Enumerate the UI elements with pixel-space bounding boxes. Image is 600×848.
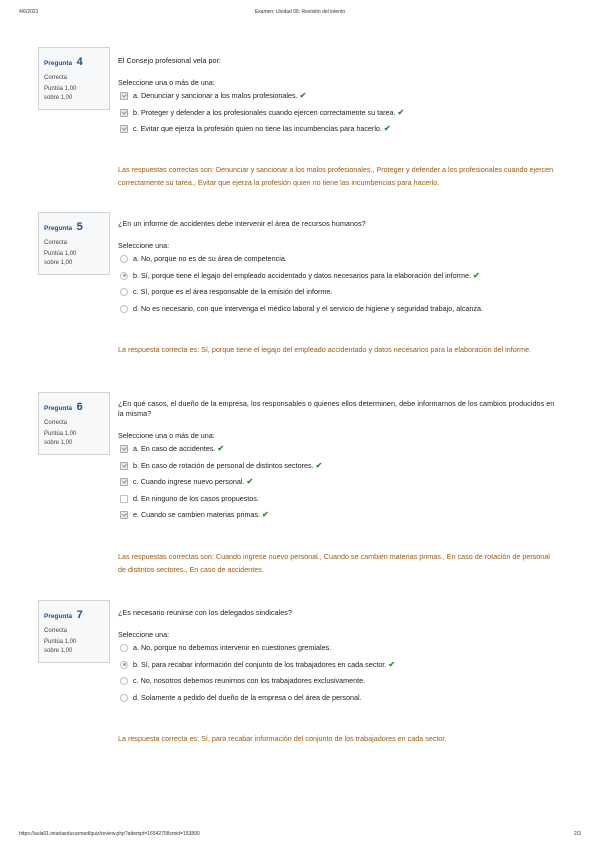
question-state: Correcta <box>44 240 68 246</box>
radio-button[interactable] <box>120 255 128 263</box>
answer-option <box>118 107 558 124</box>
option-label: c. Evitar que ejerza la profesión quien no tiene las incumbencias para hacerlo. <box>133 124 382 134</box>
answer-option <box>118 286 558 303</box>
question-number: 7 <box>76 609 83 621</box>
question-number: 4 <box>76 56 83 68</box>
question-state: Correcta <box>44 420 68 426</box>
answer-option <box>118 253 558 270</box>
question-grade-max: sobre 1,00 <box>44 440 73 446</box>
option-label: e. Cuando se cambien materias primas. <box>133 510 261 520</box>
print-date: 4/6/2021 <box>19 9 39 15</box>
answer-option <box>118 642 558 659</box>
answer-option <box>118 659 558 676</box>
correct-check-icon: ✔ <box>473 270 480 280</box>
question-text: ¿En un informe de accidentes debe intervenir el área de recursos humanos? <box>118 219 366 228</box>
question-grade-max: sobre 1,00 <box>44 95 73 101</box>
feedback-5: La respuesta correcta es: Sí, porque tiene el legajo del empleado accidentado y datos necesarios para la elaboración del informe. <box>118 345 532 354</box>
answer-prompt: Seleccione una o más de una: <box>118 431 215 440</box>
question-label: Pregunta <box>44 613 73 620</box>
page-title: Examen: Unidad 06: Revisión del intento <box>254 9 346 15</box>
option-label: b. Sí, para recabar información del conjunto de los trabajadores en cada sector. <box>133 659 387 669</box>
question-label: Pregunta <box>44 225 73 232</box>
answer-option <box>118 303 558 320</box>
correct-check-icon: ✔ <box>246 477 254 487</box>
checkbox[interactable] <box>120 125 128 133</box>
question-info-5 <box>38 212 110 275</box>
option-label: a. En caso de accidentes. <box>133 444 216 453</box>
checkbox[interactable] <box>120 92 128 100</box>
question-grade-max: sobre 1,00 <box>44 648 73 654</box>
page-number: 2/3 <box>574 831 581 837</box>
radio-button[interactable] <box>120 677 128 685</box>
question-info-4 <box>38 47 110 110</box>
correct-check-icon: ✔ <box>262 510 269 520</box>
question-4 <box>118 56 558 140</box>
option-label: c. No, nosotros debemos reunirnos con los trabajadores exclusivamente. <box>133 676 366 686</box>
checkbox[interactable] <box>120 495 128 503</box>
radio-button[interactable] <box>120 305 128 313</box>
radio-button[interactable] <box>120 644 128 652</box>
page-url: https://aula01.intarlaeducarmed/quiz/review.php?attempt=16542758cmid=153890 <box>19 831 200 837</box>
answer-option <box>118 270 558 287</box>
question-7 <box>118 608 558 708</box>
question-grade: Puntúa 1,00 <box>44 431 77 437</box>
option-label: b. Sí, porque tiene el legajo del empleado accidentado y datos necesarios para la elaboración del informe. <box>133 270 472 280</box>
checkbox[interactable] <box>120 462 128 470</box>
option-label: c. Sí, porque es el área responsable de la emisión del informe. <box>133 287 333 297</box>
correct-check-icon: ✔ <box>388 659 396 669</box>
answer-option <box>118 675 558 692</box>
question-number: 6 <box>76 401 83 413</box>
question-5 <box>118 219 558 319</box>
answer-option <box>118 90 558 107</box>
answer-prompt: Seleccione una o más de una: <box>118 78 215 87</box>
checkbox[interactable] <box>120 511 128 519</box>
correct-check-icon: ✔ <box>217 444 225 453</box>
question-grade: Puntúa 1,00 <box>44 86 77 92</box>
answer-option <box>118 476 558 493</box>
radio-button[interactable] <box>120 661 128 669</box>
feedback-7: La respuesta correcta es: Sí, para recabar información del conjunto de los trabajadores en cada sector. <box>118 734 447 743</box>
option-label: a. Denunciar y sancionar a los malos profesionales. <box>133 91 298 100</box>
question-info-6 <box>38 392 110 455</box>
correct-check-icon: ✔ <box>397 107 405 117</box>
question-label: Pregunta <box>44 60 73 67</box>
question-6 <box>118 399 558 526</box>
checkbox[interactable] <box>120 478 128 486</box>
answer-option <box>118 692 558 709</box>
option-label: c. Cuando ingrese nuevo personal. <box>133 477 245 487</box>
option-label: d. En ninguno de los casos propuestos. <box>133 493 259 503</box>
radio-button[interactable] <box>120 694 128 702</box>
answer-option <box>118 460 558 477</box>
question-grade: Puntúa 1,00 <box>44 251 77 257</box>
question-info-7 <box>38 600 110 663</box>
option-label: a. No, porque no es de su área de competencia. <box>133 254 287 263</box>
answer-option <box>118 509 558 526</box>
answer-option <box>118 493 558 510</box>
question-text: El Consejo profesional vela por: <box>118 56 222 65</box>
question-state: Correcta <box>44 75 68 81</box>
radio-button[interactable] <box>120 272 128 280</box>
feedback-4: Las respuestas correctas son: Denunciar y sancionar a los malos profesionales., Proteger y defender a los profesionales cuando ejercen correctamente su tarea., Evitar que ejerza la profesión quien no tiene las incumbencias para hacerlo. <box>118 165 554 187</box>
option-label: d. Solamente a pedido del dueño de la empresa o del área de personal. <box>133 692 362 702</box>
answer-prompt: Seleccione una: <box>118 630 170 639</box>
checkbox[interactable] <box>120 445 128 453</box>
feedback-6: Las respuestas correctas son: Cuando ingrese nuevo personal., Cuando se cambien materias primas., En caso de rotación de personal de distintos sectores., En caso de accidentes. <box>118 552 550 574</box>
question-label: Pregunta <box>44 405 73 412</box>
correct-check-icon: ✔ <box>299 91 307 100</box>
question-number: 5 <box>76 221 83 233</box>
option-label: b. En caso de rotación de personal de distintos sectores. <box>133 460 314 470</box>
option-label: d. No es necesario, con que intervenga el médico laboral y el servicio de higiene y seguridad trabajo, alcanza. <box>133 303 483 313</box>
answer-option <box>118 123 558 140</box>
checkbox[interactable] <box>120 109 128 117</box>
question-text: ¿Es necesario reunirse con los delegados sindicales? <box>118 608 292 617</box>
answer-prompt: Seleccione una: <box>118 241 170 250</box>
question-grade-max: sobre 1,00 <box>44 260 73 266</box>
option-label: a. No, porque no debemos intervenir en cuestiones gremiales. <box>133 643 332 652</box>
question-grade: Puntúa 1,00 <box>44 639 77 645</box>
correct-check-icon: ✔ <box>383 124 391 134</box>
correct-check-icon: ✔ <box>315 460 323 470</box>
radio-button[interactable] <box>120 288 128 296</box>
option-label: b. Proteger y defender a los profesionales cuando ejercen correctamente su tarea. <box>133 107 396 117</box>
question-state: Correcta <box>44 628 68 634</box>
answer-option <box>118 443 558 460</box>
question-text: ¿En qué casos, el dueño de la empresa, los responsables o quienes ellos determinen, debe informarnos de los cambios producidos en la misma? <box>118 399 555 418</box>
